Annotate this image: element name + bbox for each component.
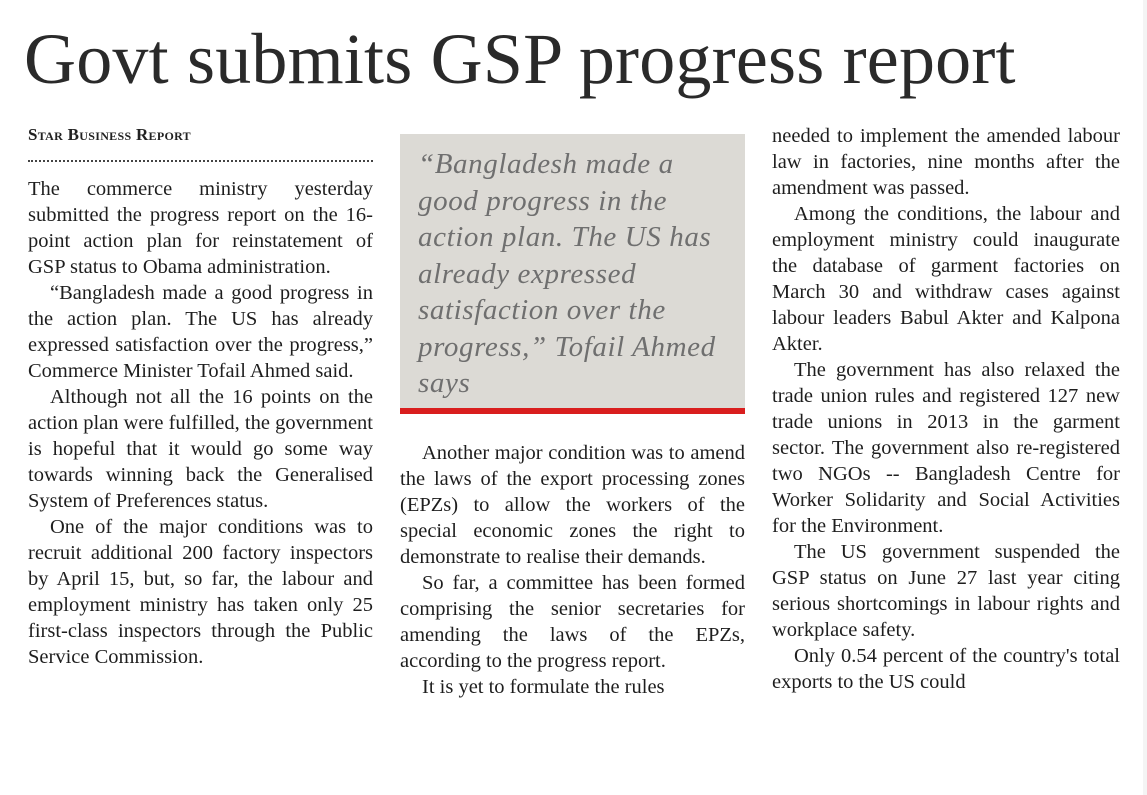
paragraph: The commerce ministry yesterday submitted the progress report on the 16-point action plan for reinstatement of GSP status to Obama administration.	[28, 178, 373, 278]
byline: Star Business Report	[28, 125, 191, 144]
paragraph: needed to implement the amended labour law in factories, nine months after the amendment was passed.	[772, 125, 1120, 199]
paragraph: It is yet to formulate the rules	[422, 676, 665, 698]
paragraph: The US government suspended the GSP status on June 27 last year citing serious shortcomings in labour rights and workplace safety.	[772, 541, 1120, 641]
pull-quote-box	[400, 134, 745, 414]
page-edge	[1143, 0, 1147, 795]
article-column-2	[400, 440, 745, 700]
paragraph: The government has also relaxed the trade union rules and registered 127 new trade unions in 2013 in the garment sector. The government also re-registered two NGOs -- Bangladesh Centre for Worker Solidarity and Social Activities for the Environment.	[772, 359, 1120, 537]
byline-divider	[28, 160, 373, 162]
paragraph: Among the conditions, the labour and employment ministry could inaugurate the database of garment factories on March 30 and withdraw cases against labour leaders Babul Akter and Kalpona Akter.	[772, 203, 1120, 355]
paragraph: “Bangladesh made a good progress in the action plan. The US has already expressed satisfaction over the progress,” Commerce Minister Tofail Ahmed said.	[28, 282, 373, 382]
paragraph: Only 0.54 percent of the country's total exports to the US could	[772, 645, 1120, 693]
headline: Govt submits GSP progress report	[24, 19, 1016, 99]
paragraph: So far, a committee has been formed comprising the senior secretaries for amending the laws of the EPZs, according to the progress report.	[400, 572, 745, 672]
paragraph: One of the major conditions was to recruit additional 200 factory inspectors by April 15, but, so far, the labour and employment ministry has taken only 25 first-class inspectors through the Public Service Commission.	[28, 516, 373, 668]
paragraph: Another major condition was to amend the laws of the export processing zones (EPZs) to allow the workers of the special economic zones the right to demonstrate to realise their demands.	[400, 442, 745, 568]
article-column-1	[28, 176, 373, 670]
pull-quote-text: “Bangladesh made a good progress in the action plan. The US has already expressed satisfaction over the progress,” Tofail Ahmed says	[418, 148, 716, 399]
paragraph: Although not all the 16 points on the action plan were fulfilled, the government is hopeful that it would go some way towards winning back the Generalised System of Preferences status.	[28, 386, 373, 512]
article-column-3	[772, 123, 1120, 695]
